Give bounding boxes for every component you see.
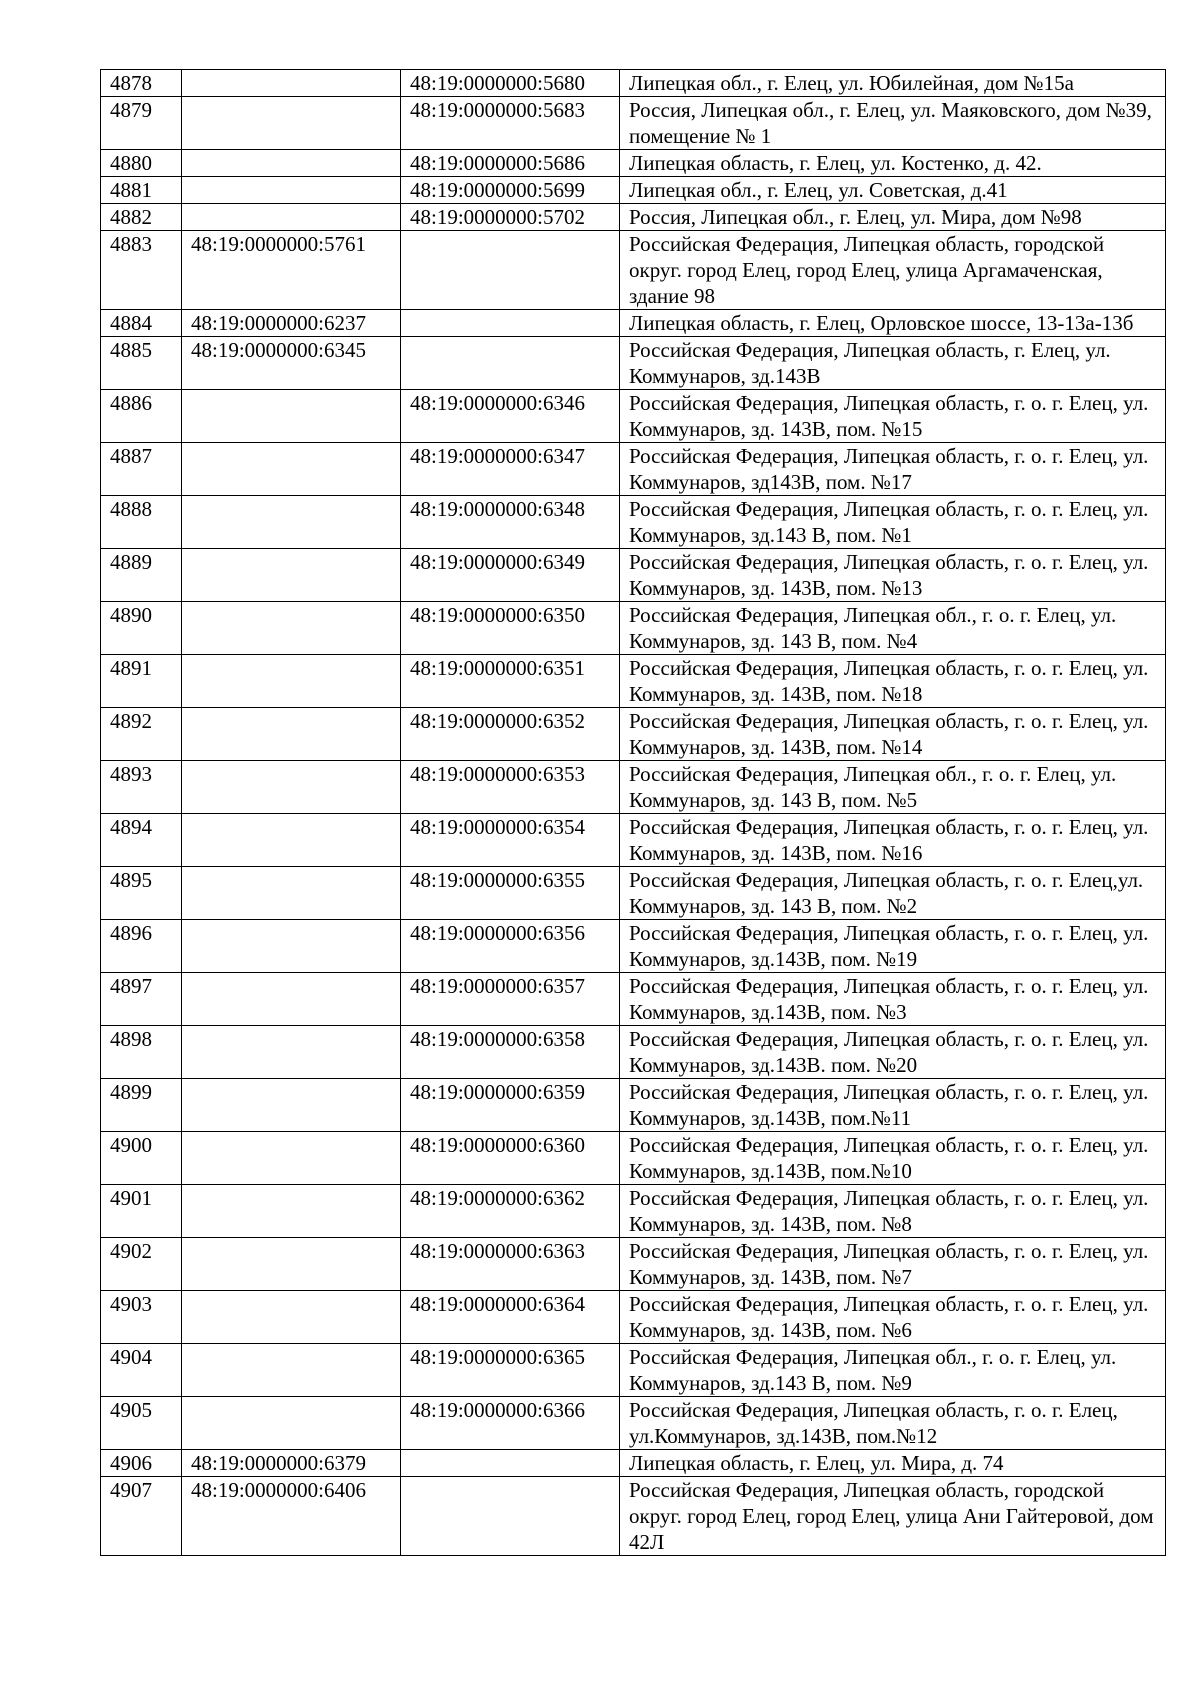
row-number-cell: 4884 — [101, 310, 182, 337]
address-cell: Российская Федерация, Липецкая область, г. о. г. Елец, ул. Коммунаров, зд. 143В, пом. №14 — [620, 708, 1166, 761]
registry-table-body — [101, 70, 1166, 1556]
object-cadastral-number-cell: 48:19:0000000:6366 — [401, 1397, 620, 1450]
row-number-cell: 4890 — [101, 602, 182, 655]
object-cadastral-number-cell: 48:19:0000000:6353 — [401, 761, 620, 814]
object-cadastral-number-cell: 48:19:0000000:6359 — [401, 1079, 620, 1132]
table-row — [101, 602, 1166, 655]
land-cadastral-number-cell — [182, 443, 401, 496]
land-cadastral-number-cell: 48:19:0000000:6237 — [182, 310, 401, 337]
table-row — [101, 1185, 1166, 1238]
row-number-cell: 4894 — [101, 814, 182, 867]
row-number-cell: 4903 — [101, 1291, 182, 1344]
table-row — [101, 390, 1166, 443]
land-cadastral-number-cell — [182, 1185, 401, 1238]
object-cadastral-number-cell: 48:19:0000000:6349 — [401, 549, 620, 602]
address-cell: Липецкая область, г. Елец, Орловское шоссе, 13-13а-13б — [620, 310, 1166, 337]
land-cadastral-number-cell — [182, 867, 401, 920]
table-row — [101, 1026, 1166, 1079]
address-cell: Россия, Липецкая обл., г. Елец, ул. Мира, дом №98 — [620, 204, 1166, 231]
table-row — [101, 1291, 1166, 1344]
land-cadastral-number-cell: 48:19:0000000:5761 — [182, 231, 401, 310]
address-cell: Российская Федерация, Липецкая область, г. о. г. Елец, ул. Коммунаров, зд. 143В, пом. №16 — [620, 814, 1166, 867]
object-cadastral-number-cell — [401, 1477, 620, 1556]
object-cadastral-number-cell: 48:19:0000000:6356 — [401, 920, 620, 973]
address-cell: Российская Федерация, Липецкая область, городской округ. город Елец, город Елец, улица Аргамаченская, здание 98 — [620, 231, 1166, 310]
row-number-cell: 4892 — [101, 708, 182, 761]
object-cadastral-number-cell: 48:19:0000000:6360 — [401, 1132, 620, 1185]
land-cadastral-number-cell — [182, 761, 401, 814]
address-cell: Российская Федерация, Липецкая обл., г. о. г. Елец, ул. Коммунаров, зд.143 В, пом. №9 — [620, 1344, 1166, 1397]
table-row — [101, 973, 1166, 1026]
table-row — [101, 1477, 1166, 1556]
object-cadastral-number-cell: 48:19:0000000:5686 — [401, 150, 620, 177]
table-row — [101, 920, 1166, 973]
object-cadastral-number-cell: 48:19:0000000:6362 — [401, 1185, 620, 1238]
object-cadastral-number-cell: 48:19:0000000:6354 — [401, 814, 620, 867]
table-row — [101, 204, 1166, 231]
table-row — [101, 1079, 1166, 1132]
land-cadastral-number-cell — [182, 1132, 401, 1185]
row-number-cell: 4885 — [101, 337, 182, 390]
row-number-cell: 4896 — [101, 920, 182, 973]
address-cell: Российская Федерация, Липецкая область, г. о. г. Елец, ул. Коммунаров, зд.143В, пом. №19 — [620, 920, 1166, 973]
address-cell: Российская Федерация, Липецкая область, г. о. г. Елец,ул. Коммунаров, зд. 143 В, пом. №2 — [620, 867, 1166, 920]
land-cadastral-number-cell — [182, 150, 401, 177]
address-cell: Российская Федерация, Липецкая область, г. о. г. Елец, ул. Коммунаров, зд. 143В, пом. №6 — [620, 1291, 1166, 1344]
address-cell: Липецкая обл., г. Елец, ул. Юбилейная, дом №15а — [620, 70, 1166, 97]
table-row — [101, 177, 1166, 204]
table-row — [101, 337, 1166, 390]
row-number-cell: 4883 — [101, 231, 182, 310]
address-cell: Российская Федерация, Липецкая область, г. о. г. Елец, ул. Коммунаров, зд. 143В, пом. №7 — [620, 1238, 1166, 1291]
object-cadastral-number-cell: 48:19:0000000:6350 — [401, 602, 620, 655]
address-cell: Российская Федерация, Липецкая область, г. Елец, ул. Коммунаров, зд.143В — [620, 337, 1166, 390]
row-number-cell: 4898 — [101, 1026, 182, 1079]
address-cell: Российская Федерация, Липецкая область, г. о. г. Елец, ул. Коммунаров, зд143В, пом. №17 — [620, 443, 1166, 496]
row-number-cell: 4895 — [101, 867, 182, 920]
land-cadastral-number-cell — [182, 177, 401, 204]
land-cadastral-number-cell — [182, 390, 401, 443]
row-number-cell: 4887 — [101, 443, 182, 496]
object-cadastral-number-cell: 48:19:0000000:6363 — [401, 1238, 620, 1291]
table-row — [101, 231, 1166, 310]
object-cadastral-number-cell: 48:19:0000000:5699 — [401, 177, 620, 204]
row-number-cell: 4891 — [101, 655, 182, 708]
address-cell: Липецкая область, г. Елец, ул. Мира, д. 74 — [620, 1450, 1166, 1477]
address-cell: Россия, Липецкая обл., г. Елец, ул. Маяковского, дом №39, помещение № 1 — [620, 97, 1166, 150]
object-cadastral-number-cell — [401, 310, 620, 337]
object-cadastral-number-cell: 48:19:0000000:6357 — [401, 973, 620, 1026]
row-number-cell: 4906 — [101, 1450, 182, 1477]
object-cadastral-number-cell — [401, 337, 620, 390]
address-cell: Липецкая обл., г. Елец, ул. Советская, д.41 — [620, 177, 1166, 204]
address-cell: Российская Федерация, Липецкая область, г. о. г. Елец, ул. Коммунаров, зд.143 В, пом. №1 — [620, 496, 1166, 549]
land-cadastral-number-cell — [182, 70, 401, 97]
table-row — [101, 708, 1166, 761]
property-registry-table — [100, 69, 1166, 1556]
row-number-cell: 4899 — [101, 1079, 182, 1132]
object-cadastral-number-cell — [401, 231, 620, 310]
object-cadastral-number-cell: 48:19:0000000:5680 — [401, 70, 620, 97]
object-cadastral-number-cell: 48:19:0000000:6358 — [401, 1026, 620, 1079]
object-cadastral-number-cell: 48:19:0000000:5702 — [401, 204, 620, 231]
land-cadastral-number-cell — [182, 602, 401, 655]
address-cell: Липецкая область, г. Елец, ул. Костенко, д. 42. — [620, 150, 1166, 177]
address-cell: Российская Федерация, Липецкая область, г. о. г. Елец, ул. Коммунаров, зд. 143В, пом. №13 — [620, 549, 1166, 602]
document-page — [100, 69, 1165, 1556]
table-row — [101, 310, 1166, 337]
row-number-cell: 4882 — [101, 204, 182, 231]
table-row — [101, 761, 1166, 814]
row-number-cell: 4902 — [101, 1238, 182, 1291]
address-cell: Российская Федерация, Липецкая область, г. о. г. Елец, ул.Коммунаров, зд.143В, пом.№12 — [620, 1397, 1166, 1450]
table-row — [101, 814, 1166, 867]
table-row — [101, 1344, 1166, 1397]
address-cell: Российская Федерация, Липецкая область, г. о. г. Елец, ул. Коммунаров, зд. 143В, пом. №8 — [620, 1185, 1166, 1238]
table-row — [101, 549, 1166, 602]
land-cadastral-number-cell — [182, 708, 401, 761]
row-number-cell: 4901 — [101, 1185, 182, 1238]
land-cadastral-number-cell — [182, 97, 401, 150]
object-cadastral-number-cell: 48:19:0000000:6352 — [401, 708, 620, 761]
row-number-cell: 4904 — [101, 1344, 182, 1397]
land-cadastral-number-cell: 48:19:0000000:6406 — [182, 1477, 401, 1556]
row-number-cell: 4900 — [101, 1132, 182, 1185]
land-cadastral-number-cell — [182, 1344, 401, 1397]
object-cadastral-number-cell: 48:19:0000000:5683 — [401, 97, 620, 150]
row-number-cell: 4893 — [101, 761, 182, 814]
row-number-cell: 4878 — [101, 70, 182, 97]
table-row — [101, 1132, 1166, 1185]
land-cadastral-number-cell — [182, 1238, 401, 1291]
row-number-cell: 4879 — [101, 97, 182, 150]
address-cell: Российская Федерация, Липецкая область, г. о. г. Елец, ул. Коммунаров, зд.143В, пом. №3 — [620, 973, 1166, 1026]
row-number-cell: 4897 — [101, 973, 182, 1026]
address-cell: Российская Федерация, Липецкая область, г. о. г. Елец, ул. Коммунаров, зд. 143В, пом. №18 — [620, 655, 1166, 708]
land-cadastral-number-cell — [182, 814, 401, 867]
table-row — [101, 150, 1166, 177]
address-cell: Российская Федерация, Липецкая обл., г. о. г. Елец, ул. Коммунаров, зд. 143 В, пом. №4 — [620, 602, 1166, 655]
table-row — [101, 1238, 1166, 1291]
row-number-cell: 4886 — [101, 390, 182, 443]
table-row — [101, 1397, 1166, 1450]
object-cadastral-number-cell: 48:19:0000000:6351 — [401, 655, 620, 708]
address-cell: Российская Федерация, Липецкая область, г. о. г. Елец, ул. Коммунаров, зд.143В, пом.№10 — [620, 1132, 1166, 1185]
object-cadastral-number-cell: 48:19:0000000:6346 — [401, 390, 620, 443]
table-row — [101, 1450, 1166, 1477]
row-number-cell: 4881 — [101, 177, 182, 204]
table-row — [101, 867, 1166, 920]
land-cadastral-number-cell — [182, 549, 401, 602]
land-cadastral-number-cell — [182, 1397, 401, 1450]
table-row — [101, 97, 1166, 150]
land-cadastral-number-cell — [182, 1291, 401, 1344]
land-cadastral-number-cell — [182, 973, 401, 1026]
row-number-cell: 4889 — [101, 549, 182, 602]
address-cell: Российская Федерация, Липецкая область, г. о. г. Елец, ул. Коммунаров, зд.143В, пом.№11 — [620, 1079, 1166, 1132]
row-number-cell: 4888 — [101, 496, 182, 549]
row-number-cell: 4905 — [101, 1397, 182, 1450]
land-cadastral-number-cell: 48:19:0000000:6345 — [182, 337, 401, 390]
row-number-cell: 4880 — [101, 150, 182, 177]
address-cell: Российская Федерация, Липецкая обл., г. о. г. Елец, ул. Коммунаров, зд. 143 В, пом. №5 — [620, 761, 1166, 814]
object-cadastral-number-cell: 48:19:0000000:6364 — [401, 1291, 620, 1344]
land-cadastral-number-cell — [182, 920, 401, 973]
object-cadastral-number-cell — [401, 1450, 620, 1477]
table-row — [101, 655, 1166, 708]
table-row — [101, 443, 1166, 496]
land-cadastral-number-cell — [182, 1079, 401, 1132]
land-cadastral-number-cell — [182, 204, 401, 231]
table-row — [101, 496, 1166, 549]
address-cell: Российская Федерация, Липецкая область, городской округ. город Елец, город Елец, улица Ани Гайтеровой, дом 42Л — [620, 1477, 1166, 1556]
object-cadastral-number-cell: 48:19:0000000:6365 — [401, 1344, 620, 1397]
land-cadastral-number-cell — [182, 655, 401, 708]
land-cadastral-number-cell — [182, 1026, 401, 1079]
land-cadastral-number-cell: 48:19:0000000:6379 — [182, 1450, 401, 1477]
address-cell: Российская Федерация, Липецкая область, г. о. г. Елец, ул. Коммунаров, зд. 143В, пом. №15 — [620, 390, 1166, 443]
land-cadastral-number-cell — [182, 496, 401, 549]
address-cell: Российская Федерация, Липецкая область, г. о. г. Елец, ул. Коммунаров, зд.143В. пом. №20 — [620, 1026, 1166, 1079]
table-row — [101, 70, 1166, 97]
row-number-cell: 4907 — [101, 1477, 182, 1556]
object-cadastral-number-cell: 48:19:0000000:6355 — [401, 867, 620, 920]
object-cadastral-number-cell: 48:19:0000000:6347 — [401, 443, 620, 496]
object-cadastral-number-cell: 48:19:0000000:6348 — [401, 496, 620, 549]
